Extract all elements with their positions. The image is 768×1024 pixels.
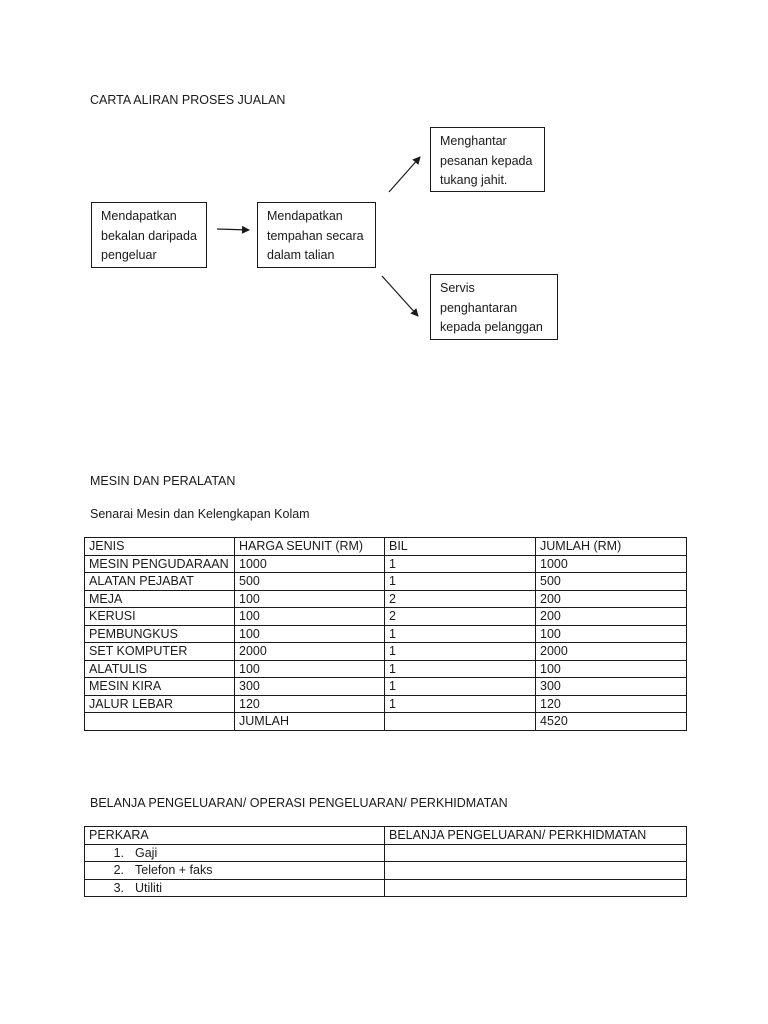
table-row — [85, 660, 687, 678]
table-cell: 500 — [536, 573, 687, 591]
total-row — [85, 713, 687, 731]
table-row — [85, 844, 687, 862]
table-caption: Senarai Mesin dan Kelengkapan Kolam — [90, 507, 310, 521]
table-cell: 120 — [536, 695, 687, 713]
table-cell: MESIN PENGUDARAAN — [85, 555, 235, 573]
table-cell: 1 — [385, 573, 536, 591]
table-row — [85, 643, 687, 661]
table-cell: 1 — [385, 625, 536, 643]
table-row — [85, 608, 687, 626]
expense-item-cell — [85, 862, 385, 880]
table-cell: 300 — [536, 678, 687, 696]
header-cell: HARGA SEUNIT (RM) — [235, 538, 385, 556]
table-cell: 1 — [385, 643, 536, 661]
total-cell: JUMLAH — [235, 713, 385, 731]
table-cell: 1 — [385, 660, 536, 678]
table-cell: 200 — [536, 590, 687, 608]
empty-cell — [385, 879, 687, 897]
header-cell: JENIS — [85, 538, 235, 556]
flow-box-text: tempahan secara — [267, 228, 364, 243]
table-row — [85, 879, 687, 897]
table-cell: KERUSI — [85, 608, 235, 626]
table-row — [85, 862, 687, 880]
flow-box-text: Mendapatkan — [267, 209, 343, 223]
item-number: 3. — [113, 880, 124, 895]
flow-box-text: Menghantar — [440, 134, 507, 148]
equipment-table — [84, 537, 687, 731]
table-cell: ALATAN PEJABAT — [85, 573, 235, 591]
flow-box-text: tukang jahit. — [440, 173, 508, 187]
expenses-table — [84, 826, 687, 897]
table-cell: 2 — [385, 608, 536, 626]
table-cell: PEMBUNGKUS — [85, 625, 235, 643]
table-cell: 100 — [235, 660, 385, 678]
arrow-right-icon — [217, 229, 249, 230]
header-cell: JUMLAH (RM) — [536, 538, 687, 556]
flow-box-text: pengeluar — [101, 248, 157, 262]
arrow-down-right-icon — [382, 276, 418, 316]
flow-box-text: penghantaran — [440, 300, 518, 315]
flow-box-text: Mendapatkan — [101, 209, 177, 223]
table-row — [85, 573, 687, 591]
table-row — [85, 695, 687, 713]
table-cell: JALUR LEBAR — [85, 695, 235, 713]
flow-box-text: dalam talian — [267, 248, 335, 262]
table-cell: 1000 — [536, 555, 687, 573]
table-cell: MESIN KIRA — [85, 678, 235, 696]
table-cell: ALATULIS — [85, 660, 235, 678]
table-cell: 2 — [385, 590, 536, 608]
table-header-row — [85, 538, 687, 556]
flow-box-text: bekalan daripada — [101, 228, 197, 243]
table-cell: 1 — [385, 555, 536, 573]
flow-box-text: kepada pelanggan — [440, 320, 543, 334]
expense-item-cell — [85, 844, 385, 862]
table-cell: 2000 — [235, 643, 385, 661]
table-cell: 100 — [235, 625, 385, 643]
header-cell: BIL — [385, 538, 536, 556]
table-row — [85, 590, 687, 608]
flow-box-text: pesanan kepada — [440, 153, 533, 168]
table-header-row — [85, 827, 687, 845]
section-title-equipment: MESIN DAN PERALATAN — [90, 474, 236, 488]
table-cell: 100 — [536, 625, 687, 643]
table-cell: 100 — [536, 660, 687, 678]
section-title-expenses: BELANJA PENGELUARAN/ OPERASI PENGELUARAN/ PERKHIDMATAN — [90, 796, 508, 810]
table-cell: 300 — [235, 678, 385, 696]
expense-item-cell — [85, 879, 385, 897]
flowchart-title: CARTA ALIRAN PROSES JUALAN — [90, 93, 286, 107]
table-cell: 2000 — [536, 643, 687, 661]
empty-cell — [85, 713, 235, 731]
flow-box-text: Servis — [440, 281, 475, 295]
arrow-up-right-icon — [389, 157, 420, 192]
flow-arrows — [0, 0, 768, 400]
table-row — [85, 555, 687, 573]
table-cell: 100 — [235, 608, 385, 626]
header-cell: BELANJA PENGELUARAN/ PERKHIDMATAN — [385, 827, 687, 845]
table-row — [85, 678, 687, 696]
table-cell: 1 — [385, 678, 536, 696]
table-cell: SET KOMPUTER — [85, 643, 235, 661]
table-cell: 1 — [385, 695, 536, 713]
table-row — [85, 625, 687, 643]
empty-cell — [385, 713, 536, 731]
table-cell: 200 — [536, 608, 687, 626]
table-cell: 120 — [235, 695, 385, 713]
total-cell: 4520 — [536, 713, 687, 731]
table-cell: 500 — [235, 573, 385, 591]
empty-cell — [385, 844, 687, 862]
table-cell: 100 — [235, 590, 385, 608]
header-cell: PERKARA — [85, 827, 385, 845]
empty-cell — [385, 862, 687, 880]
table-cell: MEJA — [85, 590, 235, 608]
item-label: Gaji — [135, 845, 158, 860]
item-label: Telefon + faks — [135, 863, 213, 878]
table-cell: 1000 — [235, 555, 385, 573]
item-label: Utiliti — [135, 880, 163, 895]
item-number: 1. — [113, 845, 124, 860]
item-number: 2. — [113, 863, 124, 878]
